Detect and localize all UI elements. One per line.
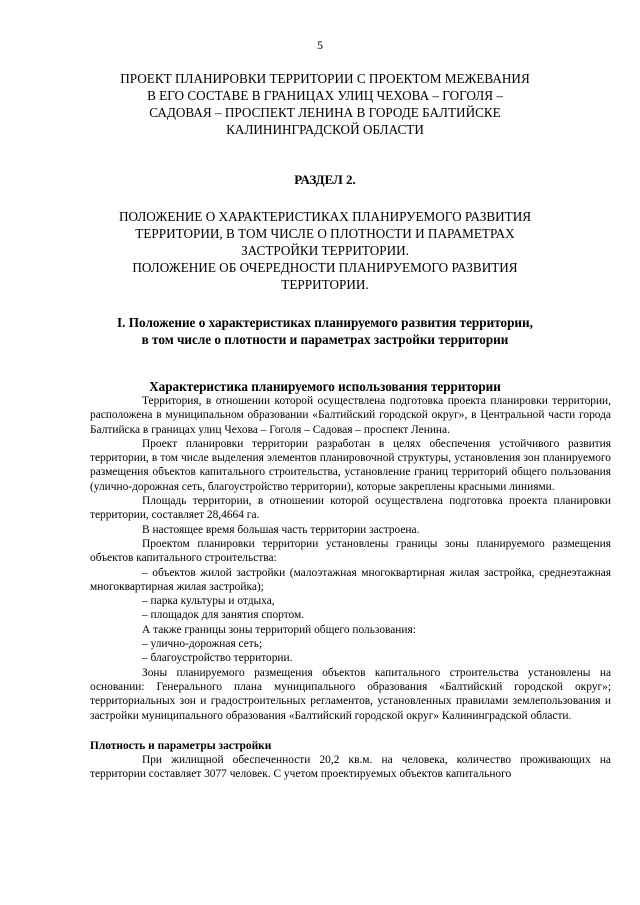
- subtitle-line: ЗАСТРОЙКИ ТЕРРИТОРИИ.: [241, 243, 409, 258]
- section-subtitle: [60, 208, 590, 293]
- list-item: – площадок для занятия спортом.: [142, 609, 305, 622]
- paragraph: Зоны планируемого размещения объектов капитального строительства установлены на основании: Генерального плана муниципального образования «Балтийский городской округ»; территориальных зон и градостроительных регламентов, установленных правилами землепользования и застройки муниципального образования «Балтийский городской округ» Калининградской области.: [90, 666, 611, 722]
- body-text: [90, 394, 611, 782]
- title-line: ПРОЕКТ ПЛАНИРОВКИ ТЕРРИТОРИИ С ПРОЕКТОМ МЕЖЕВАНИЯ: [120, 71, 530, 86]
- list-item: – объектов жилой застройки (малоэтажная многоквартирная жилая застройка, среднеэтажная многоквартирная жилая застройка);: [90, 566, 611, 593]
- paragraph: В настоящее время большая часть территории застроена.: [142, 523, 420, 536]
- paragraph: А также границы зоны территорий общего пользования:: [142, 623, 416, 636]
- heading-1-line: в том числе о плотности и параметрах застройки территории: [141, 332, 509, 347]
- paragraph: При жилищной обеспеченности 20,2 кв.м. на человека, количество проживающих на территории составляет 3077 человек. С учетом проектируемых объектов капитального: [90, 754, 611, 781]
- heading-1-line: I. Положение о характеристиках планируемого развития территории,: [117, 315, 533, 330]
- paragraph: Проектом планировки территории установлены границы зоны планируемого размещения объектов капитального строительства:: [90, 537, 611, 565]
- subtitle-line: ПОЛОЖЕНИЕ ОБ ОЧЕРЕДНОСТИ ПЛАНИРУЕМОГО РАЗВИТИЯ: [132, 260, 518, 275]
- subtitle-line: ПОЛОЖЕНИЕ О ХАРАКТЕРИСТИКАХ ПЛАНИРУЕМОГО РАЗВИТИЯ: [118, 209, 532, 224]
- heading-1: [60, 314, 590, 348]
- list-item: – благоустройство территории.: [142, 652, 293, 665]
- list-item: – улично-дорожная сеть;: [142, 638, 263, 651]
- section-label: РАЗДЕЛ 2.: [294, 172, 356, 187]
- heading-3: Плотность и параметры застройки: [90, 739, 272, 752]
- title-line: КАЛИНИНГРАДСКОЙ ОБЛАСТИ: [226, 122, 424, 137]
- title-line: В ЕГО СОСТАВЕ В ГРАНИЦАХ УЛИЦ ЧЕХОВА – ГОГОЛЯ –: [147, 88, 503, 103]
- list-item: – парка культуры и отдыха,: [142, 595, 275, 608]
- subtitle-line: ТЕРРИТОРИИ.: [281, 277, 369, 292]
- paragraph: Площадь территории, в отношении которой осуществлена подготовка проекта планировки территории, составляет 28,4664 га.: [90, 495, 611, 522]
- document-title: [60, 70, 590, 138]
- heading-2: Характеристика планируемого использования территории: [149, 379, 501, 394]
- title-line: САДОВАЯ – ПРОСПЕКТ ЛЕНИНА В ГОРОДЕ БАЛТИЙСКЕ: [149, 105, 501, 120]
- paragraph: Проект планировки территории разработан в целях обеспечения устойчивого развития территории, в том числе выделения элементов планировочной структуры, установления зон планируемого размещения объектов капитального строительства, установление границ территорий общего пользования (улично-дорожная сеть, благоустройство территории), которые закреплены красными линиями.: [90, 437, 611, 493]
- paragraph: Территория, в отношении которой осуществлена подготовка проекта планировки территории, расположена в муниципальном образовании «Балтийский городской округ», в Центральной части города Балтийска в границах улиц Чехова – Гоголя – Садовая – проспект Ленина.: [90, 395, 611, 436]
- subtitle-line: ТЕРРИТОРИИ, В ТОМ ЧИСЛЕ О ПЛОТНОСТИ И ПАРАМЕТРАХ: [135, 226, 515, 241]
- page-number: 5: [317, 38, 323, 52]
